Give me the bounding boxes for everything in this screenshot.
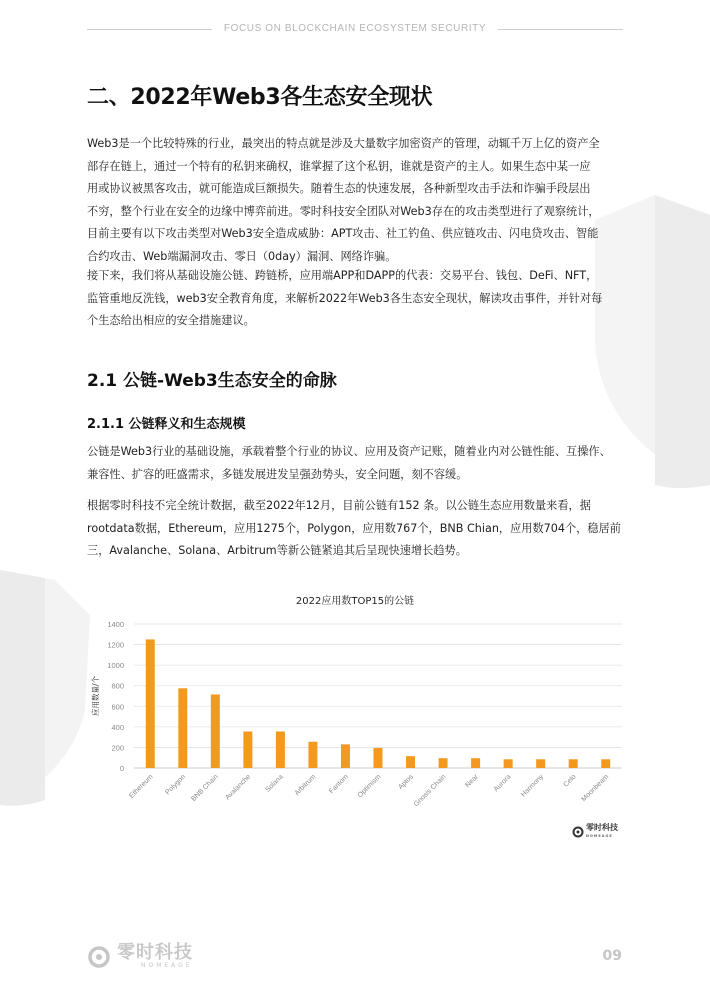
subsection-title: 2.1 公链-Web3生态安全的命脉 — [87, 371, 337, 391]
y-tick-label: 600 — [111, 702, 124, 712]
x-tick-label: BNB Chain — [190, 773, 220, 803]
x-tick-label: Aptos — [397, 773, 415, 792]
x-tick-label: Avalanche — [224, 773, 253, 802]
chain-line: 兼容性、扩容的旺盛需求，多链发展进发呈强劲势头，安全问题，刻不容缓。 — [87, 467, 468, 481]
chart-logo-sub: NOMEAGE — [586, 834, 613, 838]
y-tick-label: 1000 — [107, 661, 124, 671]
footer-brand: 零时科技 — [117, 942, 193, 963]
x-tick-label: Fantom — [328, 773, 350, 796]
intro-line: 目前主要有以下攻击类型对Web3安全造成威胁：APT攻击、社工钓鱼、供应链攻击、闪电贷攻击、智能 — [87, 227, 599, 240]
header-tagline: FOCUS ON BLOCKCHAIN ECOSYSTEM SECURITY — [223, 23, 487, 34]
bar-moonbeam — [601, 759, 610, 768]
chart-title: 2022应用数TOP15的公链 — [295, 596, 415, 607]
bar-ethereum — [146, 639, 155, 768]
y-tick-label: 800 — [111, 681, 124, 691]
bar-harmony — [536, 759, 545, 768]
x-tick-label: Harmony — [520, 773, 546, 799]
x-tick-label: Polygon — [164, 773, 188, 797]
x-tick-label: Gnosis Chain — [412, 773, 448, 809]
bar-optimism — [374, 748, 383, 768]
x-tick-label: Arbitrum — [293, 773, 318, 798]
footer-logo — [87, 943, 193, 970]
x-tick-label: Near — [464, 773, 481, 790]
next-line: 个生态给出相应的安全措施建议。 — [87, 314, 255, 327]
subsubsection-title: 2.1.1 公链释义和生态规模 — [87, 417, 246, 432]
chart-logo — [572, 823, 618, 841]
intro-line: 部存在链上，通过一个特有的私钥来确权，谁掌握了这个私钥，谁就是资产的主人。如果生态中某一应 — [87, 159, 591, 173]
next-line: 接下来，我们将从基础设施公链、跨链桥，应用端APP和DAPP的代表：交易平台、钱包、DeFi、NFT， — [87, 269, 598, 282]
bar-gnosis-chain — [439, 758, 448, 768]
bar-celo — [569, 759, 578, 768]
y-tick-label: 0 — [119, 764, 124, 773]
y-tick-label: 400 — [111, 722, 124, 732]
bar-avalanche — [243, 731, 252, 768]
bar-bnb-chain — [211, 694, 220, 768]
intro-line: 用或协议被黑客攻击，就可能造成巨额损失。随着生态的快速发展，各种新型攻击手法和诈骗手段层出 — [87, 182, 591, 195]
stats-line: 三，Avalanche、Solana、Arbitrum等新公链紧追其后呈现快速增长趋势。 — [87, 544, 467, 557]
footer-brand-sub: NOMEAGE — [141, 962, 193, 969]
intro-line: Web3是一个比较特殊的行业，最突出的特点就是涉及大量数字加密资产的管理，动辄千万上亿的资产全 — [87, 137, 600, 150]
section-title: 二、2022年Web3各生态安全现状 — [87, 85, 433, 110]
stats-line: 根据零时科技不完全统计数据，截至2022年12月，目前公链有152 条。以公链生态应用数量来看，据 — [87, 499, 591, 512]
x-tick-label: Ethereum — [128, 773, 155, 800]
page-number: 09 — [602, 948, 622, 964]
x-tick-label: Celo — [562, 773, 578, 789]
brand-logo-icon — [572, 826, 584, 838]
chart-logo-name: 零时科技 — [586, 823, 618, 832]
intro-line: 合约攻击、Web端漏洞攻击、零日（0day）漏洞、网络诈骗。 — [87, 249, 397, 263]
next-line: 监管重地反洗钱，web3安全教育角度，来解析2022年Web3各生态安全现状，解读攻击事件，并针对每 — [87, 291, 603, 305]
y-tick-label: 1200 — [107, 640, 124, 650]
bar-fantom — [341, 744, 350, 768]
intro-line: 不穷，整个行业在安全的边缘中博弈前进。零时科技安全团队对Web3存在的攻击类型进行了观察统计， — [87, 204, 600, 218]
bar-solana — [276, 731, 285, 768]
x-tick-label: Aurora — [492, 773, 513, 794]
bar-polygon — [178, 688, 187, 768]
brand-logo-icon — [87, 945, 111, 969]
y-tick-label: 200 — [111, 743, 124, 753]
bar-arbitrum — [308, 742, 317, 768]
y-axis-label: 应用数量/个 — [91, 675, 100, 717]
chain-line: 公链是Web3行业的基础设施，承载着整个行业的协议、应用及资产记账，随着业内对公链性能、互操作、 — [87, 445, 611, 458]
bar-near — [471, 758, 480, 768]
bar-aptos — [406, 756, 415, 768]
x-tick-label: Moonbeam — [580, 773, 611, 804]
x-tick-label: Optimism — [356, 773, 383, 800]
bar-aurora — [504, 759, 513, 768]
x-tick-label: Solana — [264, 773, 285, 794]
y-tick-label: 1400 — [107, 620, 124, 629]
stats-line: rootdata数据，Ethereum，应用1275个，Polygon，应用数767个，BNB Chian，应用数704个，稳居前 — [87, 521, 621, 535]
